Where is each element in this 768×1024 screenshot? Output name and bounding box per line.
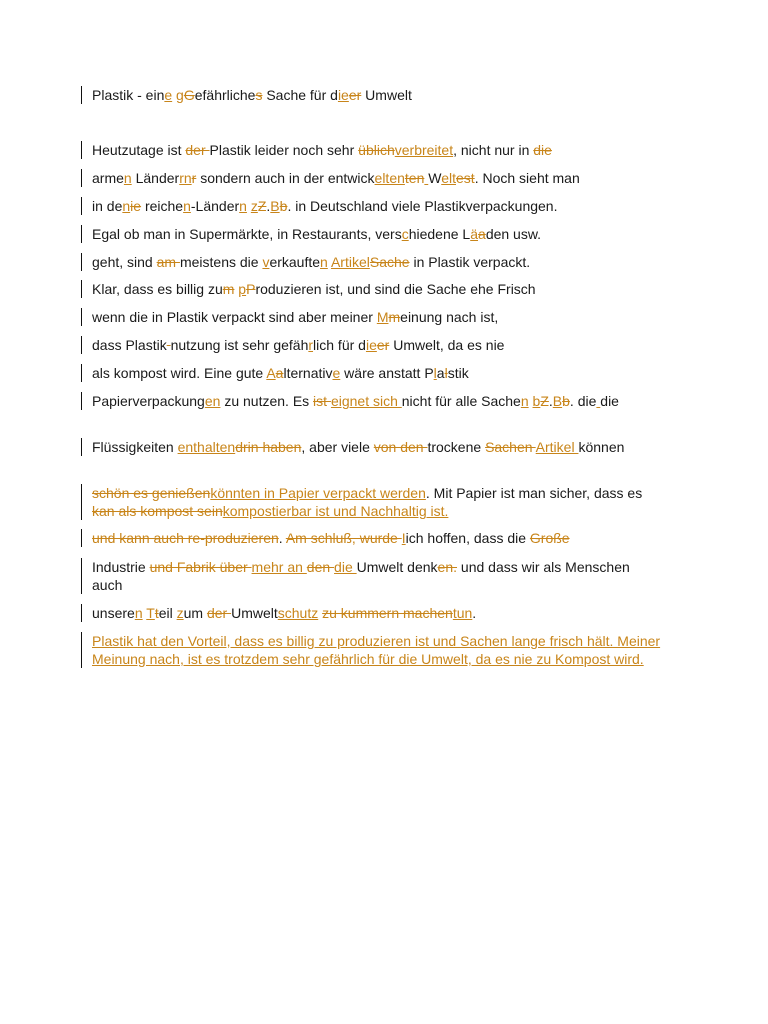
deleted-text: r [191,170,197,186]
inserted-text: p [238,281,247,297]
inserted-text: ie [337,87,349,103]
inserted-text: T [146,605,155,621]
text-run: . [472,605,477,621]
paragraph[interactable] [81,308,702,326]
text-run: stik [447,365,469,381]
text-run: hiedene L [408,226,471,242]
text-run: können [578,439,625,455]
inserted-text: A [266,365,276,381]
text-run: in Plastik verpackt. [409,254,531,270]
paragraph[interactable] [81,253,702,271]
inserted-text: enthalten [177,439,236,455]
deleted-text: schön es genießen [92,485,211,501]
text-run: Papierverpackung [92,393,205,409]
inserted-text: M [376,309,389,325]
deleted-text: a [275,365,284,381]
deleted-text: Sachen [485,439,536,455]
deleted-text: er [376,337,390,353]
inserted-text: kompostierbar ist und Nachhaltig ist. [222,503,449,519]
deleted-text: die [533,142,552,158]
deleted-text: Z [257,198,267,214]
inserted-text: elt [441,170,457,186]
inserted-text: n [123,170,132,186]
deleted-text: G [183,87,195,103]
text-run: unsere [92,605,135,621]
deleted-text: drin haben [235,439,302,455]
inserted-text: c [401,226,409,242]
inserted-text: die [334,559,357,575]
paragraph[interactable] [81,225,702,243]
deleted-text: zu kummern machen [322,605,453,621]
inserted-text: Artikel [330,254,370,270]
text-run: geht, sind [92,254,157,270]
text-run: eil [158,605,177,621]
text-run: als kompost wird. Eine gute [92,365,267,381]
deleted-text: m [388,309,401,325]
text-run: meistens die [179,254,263,270]
inserted-text: l [433,365,437,381]
text-run: . in Deutschland viele Plastikverpackungen. [287,198,558,214]
text-run: den usw. [485,226,542,242]
text-run: . [278,530,286,546]
text-run: Plastik - ein [92,87,165,103]
text-run: efährliche [194,87,256,103]
text-run: lich für d [313,337,366,353]
inserted-text: n [320,254,328,270]
text-run: und dass wir als Menschen auch [92,559,630,593]
deleted-text: s [255,87,263,103]
inserted-text: tun [452,605,473,621]
deleted-text: er [348,87,362,103]
text-run: reiche [141,198,184,214]
inserted-text: e [164,87,173,103]
text-run: . [548,393,553,409]
inserted-text: n [122,198,131,214]
deleted-text: kan als kompost sein [92,503,223,519]
inserted-text: e [332,365,341,381]
text-run: in de [92,198,123,214]
deleted-text: b [562,393,570,409]
inserted-text: B [552,393,563,409]
text-run: erkaufte [269,254,321,270]
inserted-text: n [183,198,191,214]
inserted-text: b [532,393,541,409]
text-run: Flüssigkeiten [92,439,178,455]
inserted-text: ie [365,337,377,353]
deleted-text: ie [130,198,142,214]
deleted-text: ist [313,393,331,409]
deleted-text: Am schluß, wurde [285,530,402,546]
deleted-text: üblich [358,142,395,158]
text-run: einung nach ist, [400,309,499,325]
inserted-text: v [262,254,270,270]
paragraph[interactable] [81,632,682,668]
inserted-text: n [239,198,247,214]
text-run: Sache für d [262,87,338,103]
text-run: wenn die in Plastik verpackt sind aber meiner [92,309,377,325]
text-run: Klar, dass es billig zu [92,281,223,297]
inserted-text: B [270,198,280,214]
text-run: Umwelt, da es nie [389,337,505,353]
text-run: Industrie [92,559,150,575]
deleted-text: b [279,198,288,214]
paragraph[interactable] [81,336,702,354]
inserted-text: rn [179,170,192,186]
paragraph[interactable] [81,86,702,104]
inserted-text: mehr an [251,559,307,575]
inserted-text: elten [374,170,405,186]
inserted-text: z [176,605,184,621]
deleted-text: Sache [369,254,410,270]
deleted-text: am [156,254,180,270]
text-run: wäre anstatt P [340,365,434,381]
deleted-text: den [306,559,335,575]
inserted-text: z [250,198,258,214]
text-run: roduzieren ist, und sind die Sache ehe Frisch [255,281,536,297]
inserted-text: n [134,605,143,621]
text-run: . die [569,393,597,409]
text-run: -Länder [190,198,240,214]
text-run: lternativ [283,365,333,381]
paragraph[interactable] [81,438,642,456]
inserted-text: ä [470,226,479,242]
paragraph[interactable] [81,604,702,622]
text-run: a [436,365,445,381]
text-run: Umwelt denk [356,559,438,575]
paragraph[interactable] [81,197,702,215]
text-run: Umwelt [231,605,278,621]
deleted-text: und kann auch re-produzieren [92,530,279,546]
text-run: Egal ob man in Supermärkte, in Restaurants, vers [92,226,402,242]
paragraph[interactable] [81,484,652,520]
text-run: . Noch sieht man [474,170,580,186]
deleted-text: ten [404,170,425,186]
deleted-text: l [444,365,448,381]
text-run: die [600,393,619,409]
deleted-text: P [246,281,256,297]
paragraph[interactable] [81,364,702,382]
inserted-text: r [308,337,314,353]
inserted-text: eignet sich [330,393,402,409]
deleted-text: der [185,142,210,158]
paragraph[interactable] [81,392,682,410]
inserted-text: Plastik hat den Vorteil, dass es billig zu produzieren ist und Sachen lange frisch hält. Meiner Meinung nach, ist es trotzdem sehr gefährlich für die Umwelt, da es nie zu Kompost wird. [92,633,661,667]
paragraph[interactable] [81,529,702,547]
deleted-text: Z [540,393,549,409]
inserted-text: schutz [277,605,319,621]
text-run: um [183,605,207,621]
text-run: , aber viele [301,439,374,455]
text-run: W [428,170,442,186]
text-run: dass Plastik [92,337,167,353]
inserted-text: Artikel [535,439,579,455]
deleted-text: und Fabrik über [149,559,252,575]
text-run: Umwelt [361,87,412,103]
inserted-text: g [176,87,184,103]
paragraph[interactable] [81,141,702,159]
text-run: . Mit Papier ist man sicher, dass es [425,485,643,501]
text-run: Länder [131,170,180,186]
deleted-text: a [478,226,486,242]
text-run: Plastik leider noch sehr [209,142,359,158]
text-run: arme [92,170,124,186]
inserted-text: verbreitet [394,142,454,158]
inserted-text: en [204,393,221,409]
text-run: . [266,198,271,214]
text-run: trockene [427,439,486,455]
text-run: Heutzutage ist [92,142,186,158]
deleted-text: est [456,170,475,186]
paragraph[interactable] [81,558,632,594]
inserted-text: könnten in Papier verpackt werden [210,485,426,501]
text-run: ich hoffen, dass die [405,530,530,546]
deleted-text: t [154,605,159,621]
deleted-text: en. [437,559,458,575]
text-run: sondern auch in der entwick [196,170,375,186]
deleted-text: von den [373,439,428,455]
text-run: zu nutzen. Es [220,393,314,409]
inserted-text: n [520,393,529,409]
inserted-text: I [401,530,406,546]
text-run: , nicht nur in [453,142,534,158]
text-run: nicht für alle Sache [401,393,521,409]
paragraph[interactable] [81,280,702,298]
deleted-text: Große [529,530,570,546]
deleted-text: der [206,605,232,621]
text-run: nutzung ist sehr gefäh [170,337,309,353]
paragraph[interactable] [81,169,702,187]
deleted-text: m [222,281,235,297]
